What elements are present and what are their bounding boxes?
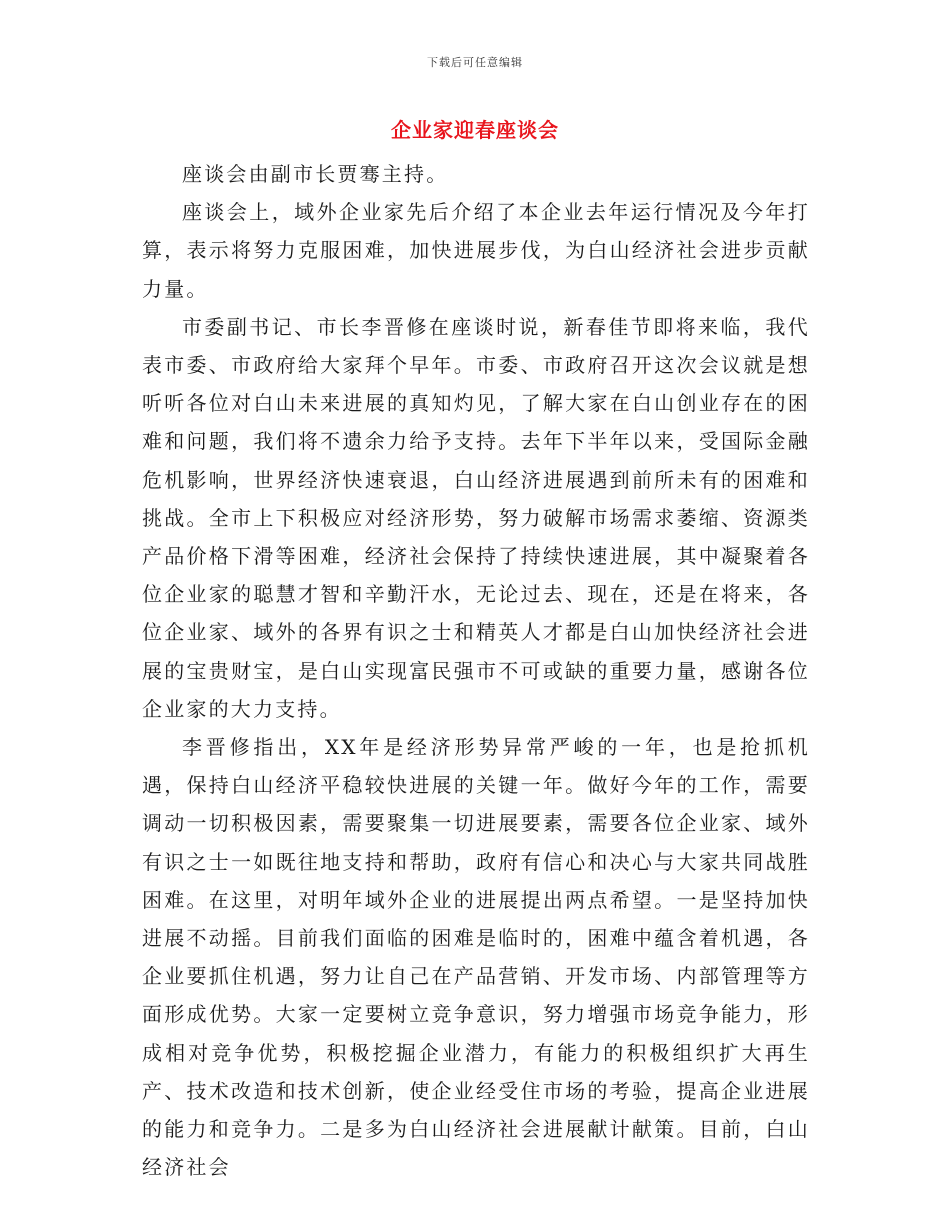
- paragraph: 李晋修指出，XX年是经济形势异常严峻的一年，也是抢抓机遇，保持白山经济平稳较快进展的关键一年。做好今年的工作，需要调动一切积极因素，需要聚集一切进展要素，需要各位企业家、域外有识之士一如既往地支持和帮助，政府有信心和决心与大家共同战胜困难。在这里，对明年域外企业的进展提出两点希望。一是坚持加快进展不动摇。目前我们面临的困难是临时的，困难中蕴含着机遇，各企业要抓住机遇，努力让自己在产品营销、开发市场、内部管理等方面形成优势。大家一定要树立竞争意识，努力增强市场竞争能力，形成相对竞争优势，积极挖掘企业潜力，有能力的积极组织扩大再生产、技术改造和技术创新，使企业经受住市场的考验，提高企业进展的能力和竞争力。二是多为白山经济社会进展献计献策。目前，白山经济社会: [142, 735, 810, 1180]
- paragraph: 市委副书记、市长李晋修在座谈时说，新春佳节即将来临，我代表市委、市政府给大家拜个早年。市委、市政府召开这次会议就是想听听各位对白山未来进展的真知灼见，了解大家在白山创业存在的困难和问题，我们将不遗余力给予支持。去年下半年以来，受国际金融危机影响，世界经济快速衰退，白山经济进展遇到前所未有的困难和挑战。全市上下积极应对经济形势，努力破解市场需求萎缩、资源类产品价格下滑等困难，经济社会保持了持续快速进展，其中凝聚着各位企业家的聪慧才智和辛勤汗水，无论过去、现在，还是在将来，各位企业家、域外的各界有识之士和精英人才都是白山加快经济社会进展的宝贵财宝，是白山实现富民强市不可或缺的重要力量，感谢各位企业家的大力支持。: [142, 314, 810, 721]
- header-note: 下载后可任意编辑: [427, 56, 523, 69]
- document-title: 企业家迎春座谈会: [391, 118, 559, 142]
- document-body: [142, 155, 810, 1186]
- paragraph: 座谈会上，域外企业家先后介绍了本企业去年运行情况及今年打算，表示将努力克服困难，加快进展步伐，为白山经济社会进步贡献力量。: [142, 200, 810, 301]
- paragraph: 座谈会由副市长贾骞主持。: [182, 162, 449, 186]
